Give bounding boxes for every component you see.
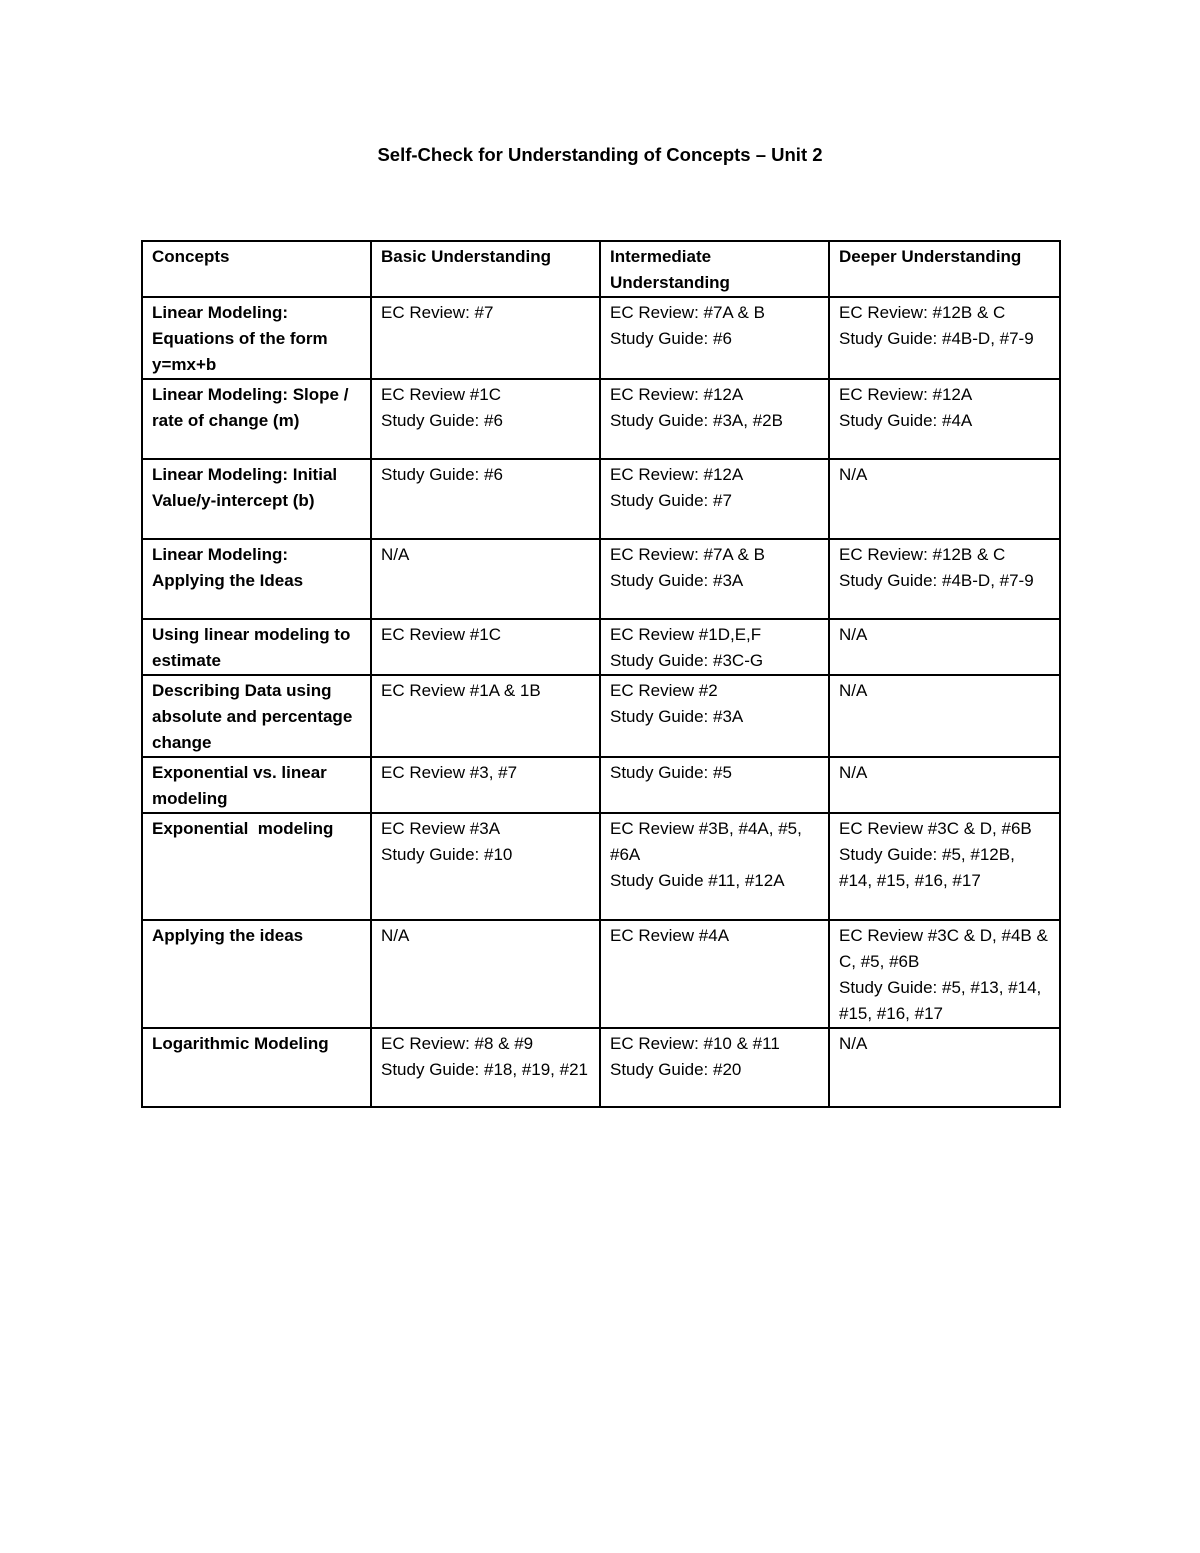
table-row: [142, 539, 1060, 619]
header-basic-understanding: Basic Understanding: [371, 241, 600, 297]
cell-line: EC Review: #7A & B: [610, 545, 765, 564]
cell-line: N/A: [839, 625, 868, 644]
cell-line: EC Review #1C: [381, 625, 501, 644]
table-row: [142, 459, 1060, 539]
cell-line: EC Review #3A: [381, 819, 501, 838]
table-row: [142, 813, 1060, 920]
concept-cell: [142, 297, 371, 379]
concept-text: Exponential modeling: [152, 819, 334, 838]
header-concepts: Concepts: [142, 241, 371, 297]
intermediate-cell: [600, 813, 829, 920]
cell-line: EC Review: #7A & B: [610, 303, 765, 322]
concept-text: Linear Modeling: Slope / rate of change (m): [152, 385, 349, 430]
concept-text: Linear Modeling: Initial Value/y-intercept (b): [152, 465, 338, 510]
cell-line: EC Review #1A & 1B: [381, 681, 541, 700]
basic-cell: [371, 539, 600, 619]
concept-cell: [142, 619, 371, 675]
cell-line: Study Guide: #3A: [610, 707, 744, 726]
intermediate-cell: [600, 459, 829, 539]
cell-line: EC Review #3C & D, #6B: [839, 819, 1032, 838]
table-row: [142, 619, 1060, 675]
deeper-cell: [829, 619, 1060, 675]
cell-line: EC Review: #12A: [839, 385, 973, 404]
cell-line: Study Guide: #3A, #2B: [610, 411, 783, 430]
cell-line: EC Review #1D,E,F: [610, 625, 762, 644]
cell-line: Study Guide: #4A: [839, 411, 973, 430]
cell-line: EC Review: #12A: [610, 465, 744, 484]
cell-line: Study Guide: #5, #12B, #14, #15, #16, #17: [839, 845, 1015, 890]
cell-line: Study Guide: #6: [381, 465, 503, 484]
intermediate-cell: [600, 619, 829, 675]
cell-line: N/A: [839, 681, 868, 700]
cell-line: EC Review #3C & D, #4B & C, #5, #6B: [839, 926, 1048, 971]
cell-line: EC Review #2: [610, 681, 718, 700]
cell-line: Study Guide: #6: [381, 411, 503, 430]
intermediate-cell: [600, 675, 829, 757]
cell-line: EC Review: #8 & #9: [381, 1034, 534, 1053]
concept-text: Logarithmic Modeling: [152, 1034, 329, 1053]
intermediate-cell: [600, 539, 829, 619]
cell-line: Study Guide: #10: [381, 845, 513, 864]
intermediate-cell: [600, 920, 829, 1028]
cell-line: Study Guide: #3A: [610, 571, 744, 590]
deeper-cell: [829, 920, 1060, 1028]
cell-line: EC Review #3B, #4A, #5, #6A: [610, 819, 802, 864]
cell-line: N/A: [839, 1034, 868, 1053]
concept-cell: [142, 813, 371, 920]
concept-text: Using linear modeling to estimate: [152, 625, 351, 670]
concept-cell: [142, 920, 371, 1028]
cell-line: EC Review: #12A: [610, 385, 744, 404]
basic-cell: [371, 757, 600, 813]
table-row: [142, 297, 1060, 379]
basic-cell: [371, 619, 600, 675]
concept-text: Applying the ideas: [152, 926, 304, 945]
cell-line: N/A: [839, 763, 868, 782]
intermediate-cell: [600, 379, 829, 459]
intermediate-cell: [600, 757, 829, 813]
cell-line: Study Guide: #5, #13, #14, #15, #16, #17: [839, 978, 1042, 1023]
cell-line: EC Review: #12B & C: [839, 545, 1006, 564]
cell-line: Study Guide: #6: [610, 329, 732, 348]
deeper-cell: [829, 813, 1060, 920]
table-row: [142, 1028, 1060, 1107]
cell-line: EC Review #4A: [610, 926, 730, 945]
cell-line: EC Review: #12B & C: [839, 303, 1006, 322]
page-title: Self-Check for Understanding of Concepts – Unit 2: [377, 144, 823, 165]
concept-text: Exponential vs. linear modeling: [152, 763, 327, 808]
deeper-cell: [829, 757, 1060, 813]
concept-cell: [142, 379, 371, 459]
cell-line: Study Guide: #7: [610, 491, 732, 510]
table-row: [142, 675, 1060, 757]
intermediate-cell: [600, 297, 829, 379]
basic-cell: [371, 1028, 600, 1107]
concepts-table: [141, 240, 1061, 1108]
concept-text: Linear Modeling: Equations of the form y=mx+b: [152, 303, 328, 374]
basic-cell: [371, 297, 600, 379]
basic-cell: [371, 379, 600, 459]
basic-cell: [371, 813, 600, 920]
basic-cell: [371, 459, 600, 539]
concept-cell: [142, 757, 371, 813]
deeper-cell: [829, 297, 1060, 379]
cell-line: Study Guide: #5: [610, 763, 732, 782]
cell-line: Study Guide: #18, #19, #21: [381, 1060, 588, 1079]
cell-line: Study Guide: #3C-G: [610, 651, 764, 670]
table-header-row: [142, 241, 1060, 297]
basic-cell: [371, 920, 600, 1028]
cell-line: N/A: [381, 926, 410, 945]
cell-line: EC Review #3, #7: [381, 763, 518, 782]
deeper-cell: [829, 379, 1060, 459]
concept-cell: [142, 1028, 371, 1107]
cell-line: EC Review #1C: [381, 385, 501, 404]
header-intermediate-understanding: Intermediate Understanding: [600, 241, 829, 297]
table-row: [142, 920, 1060, 1028]
table-row: [142, 757, 1060, 813]
deeper-cell: [829, 539, 1060, 619]
table-row: [142, 379, 1060, 459]
cell-line: Study Guide: #4B-D, #7-9: [839, 571, 1034, 590]
cell-line: N/A: [381, 545, 410, 564]
cell-line: EC Review: #10 & #11: [610, 1034, 780, 1053]
concept-cell: [142, 675, 371, 757]
cell-line: EC Review: #7: [381, 303, 494, 322]
concept-text: Describing Data using absolute and percentage change: [152, 681, 353, 752]
concept-text: Linear Modeling: Applying the Ideas: [152, 545, 304, 590]
concept-cell: [142, 539, 371, 619]
deeper-cell: [829, 459, 1060, 539]
header-deeper-understanding: Deeper Understanding: [829, 241, 1060, 297]
deeper-cell: [829, 675, 1060, 757]
cell-line: Study Guide #11, #12A: [610, 871, 785, 890]
intermediate-cell: [600, 1028, 829, 1107]
cell-line: Study Guide: #20: [610, 1060, 742, 1079]
basic-cell: [371, 675, 600, 757]
cell-line: Study Guide: #4B-D, #7-9: [839, 329, 1034, 348]
concept-cell: [142, 459, 371, 539]
deeper-cell: [829, 1028, 1060, 1107]
cell-line: N/A: [839, 465, 868, 484]
